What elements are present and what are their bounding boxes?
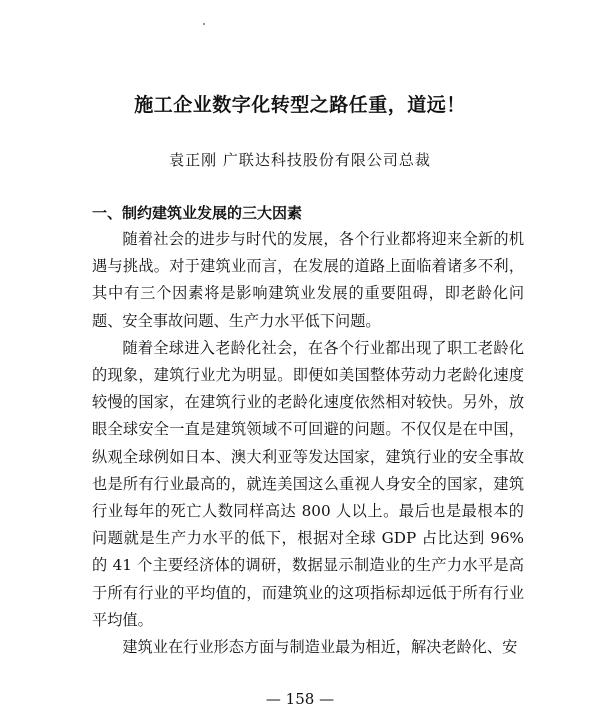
scan-speck bbox=[203, 23, 205, 25]
page-number: — 158 — bbox=[265, 690, 335, 708]
paragraph: 随着全球进入老龄化社会，在各个行业都出现了职工老龄化的现象，建筑行业尤为明显。即便如美国整体劳动力老龄化速度较慢的国家，在建筑行业的老龄化速度依然相对较快。另外，放眼全球安全一直是建筑领域不可回避的问题。不仅仅是在中国，纵观全球例如日本、澳大利亚等发达国家，建筑行业的安全事故也是所有行业最高的，就连美国这么重视人身安全的国家，建筑行业每年的死亡人数同样高达 800 人以上。最后也是最根本的问题就是生产力水平的低下，根据对全球 GDP 占比达到 96%的 41 个主要经济体的调研，数据显示制造业的生产力水平是高于所有行业的平均值的，而建筑业的这项指标却远低于所有行业平均值。 bbox=[92, 338, 524, 629]
article-body bbox=[92, 226, 524, 661]
section-heading: 一、制约建筑业发展的三大因素 bbox=[92, 204, 303, 222]
author-line: 袁正刚 广联达科技股份有限公司总裁 bbox=[169, 151, 431, 169]
paragraph: 建筑业在行业形态方面与制造业最为相近，解决老龄化、安 bbox=[122, 638, 518, 657]
article-title: 施工企业数字化转型之路任重，道远！ bbox=[134, 94, 466, 116]
paragraph: 随着社会的进步与时代的发展，各个行业都将迎来全新的机遇与挑战。对于建筑业而言，在发展的道路上面临着诸多不利，其中有三个因素将是影响建筑业发展的重要阻碍，即老龄化问题、安全事故问题、生产力水平低下问题。 bbox=[92, 230, 524, 330]
